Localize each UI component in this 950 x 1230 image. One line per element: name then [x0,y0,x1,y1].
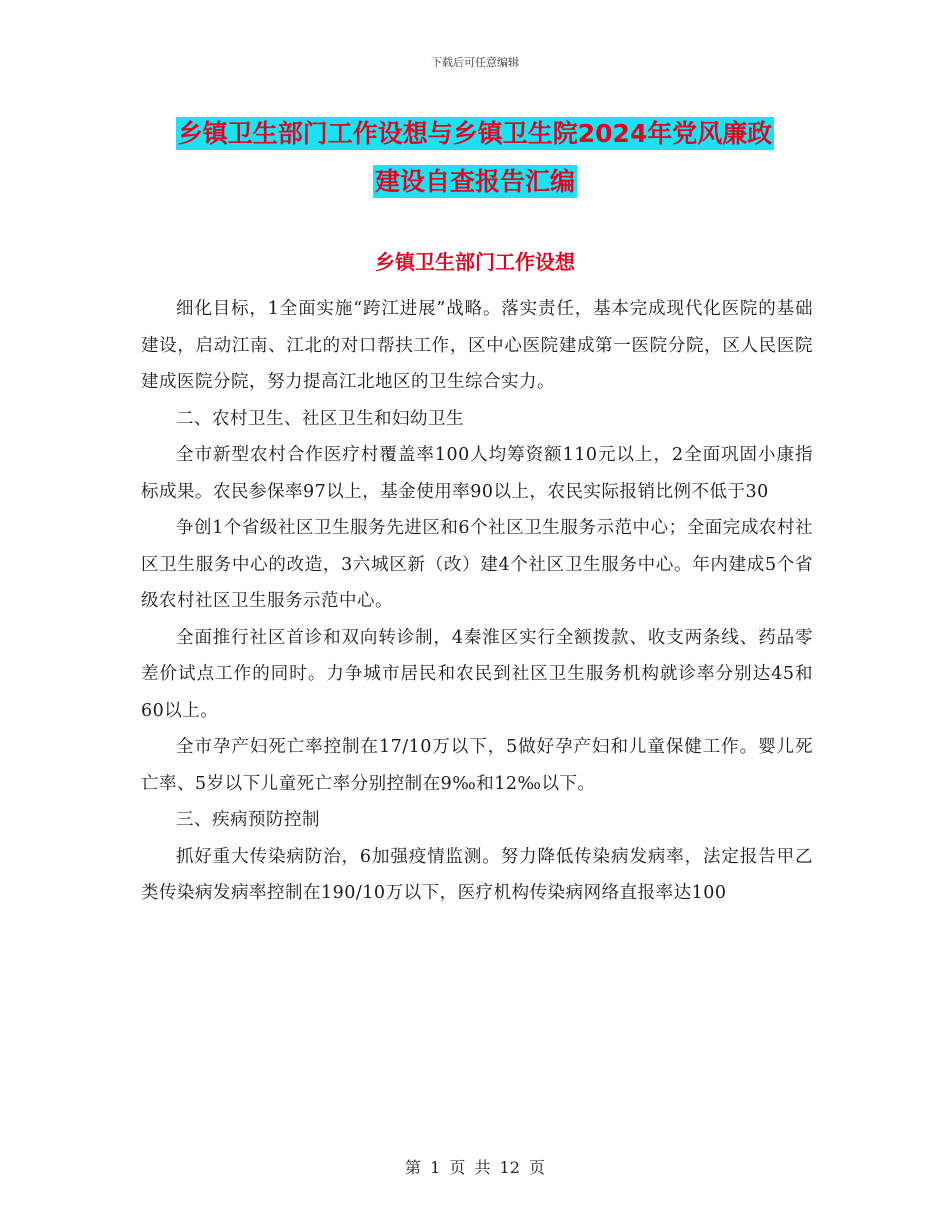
paragraph: 全市孕产妇死亡率控制在17/10万以下，5做好孕产妇和儿童保健工作。婴儿死亡率、5岁以下儿童死亡率分别控制在9‰和12‰以下。 [141,737,813,794]
title-line-2: 建设自查报告汇编 [374,167,575,196]
page-footer: 第 1 页 共 12 页 [405,1158,545,1177]
paragraph: 三、疾病预防控制 [176,810,320,830]
paragraph: 细化目标，1全面实施“跨江进展”战略。落实责任，基本完成现代化医院的基础建设，启动江南、江北的对口帮扶工作，区中心医院建成第一医院分院，区人民医院建成医院分院，努力提高江北地区的卫生综合实力。 [141,299,813,392]
paragraph: 二、农村卫生、社区卫生和妇幼卫生 [176,408,464,429]
paragraph: 争创1个省级社区卫生服务先进区和6个社区卫生服务示范中心；全面完成农村社区卫生服务中心的改造，3六城区新（改）建4个社区卫生服务中心。年内建成5个省级农村社区卫生服务示范中心。 [141,518,813,611]
title-line-1: 乡镇卫生部门工作设想与乡镇卫生院2024年党风廉政 [177,119,773,148]
document-body [141,291,813,912]
document-title [0,110,950,206]
paragraph: 全市新型农村合作医疗村覆盖率100人均筹资额110元以上，2全面巩固小康指标成果。农民参保率97以上，基金使用率90以上，农民实际报销比例不低于30 [141,445,813,502]
header-note: 下载后可任意编辑 [431,56,519,69]
section-title: 乡镇卫生部门工作设想 [375,250,575,274]
paragraph: 抓好重大传染病防治，6加强疫情监测。努力降低传染病发病率，法定报告甲乙类传染病发病率控制在190/10万以下，医疗机构传染病网络直报率达100 [141,846,813,903]
paragraph: 全面推行社区首诊和双向转诊制，4秦淮区实行全额拨款、收支两条线、药品零差价试点工作的同时。力争城市居民和农民到社区卫生服务机构就诊率分别达45和60以上。 [141,627,813,721]
